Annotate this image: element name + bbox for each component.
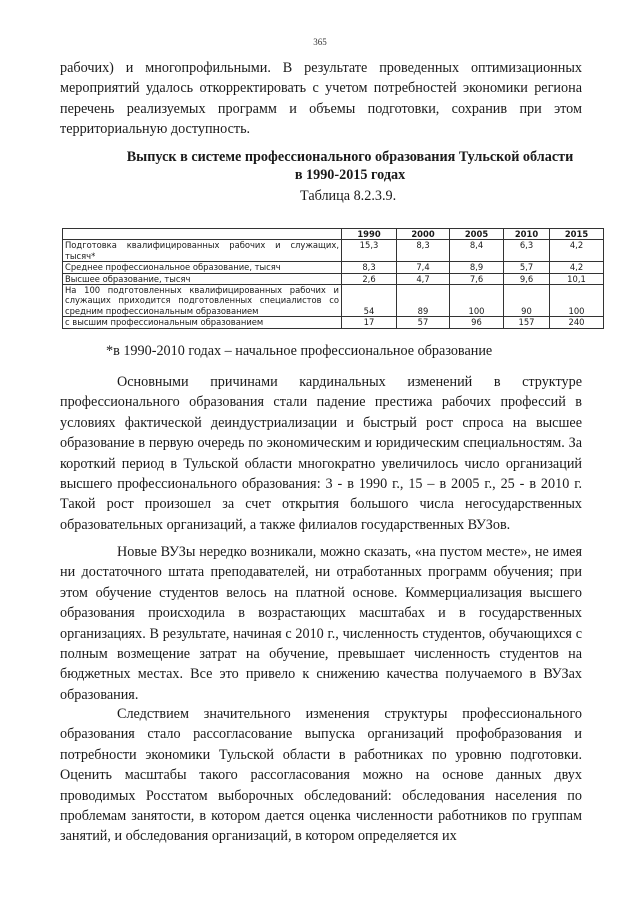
table-header-empty	[63, 229, 342, 240]
table-cell: 8,3	[397, 240, 450, 262]
table-cell: 6,3	[504, 240, 550, 262]
table-cell: 5,7	[504, 262, 550, 273]
table-cell: 8,3	[342, 262, 397, 273]
table-row	[63, 317, 604, 328]
table-cell: 7,4	[397, 262, 450, 273]
table-cell: 4,2	[550, 240, 604, 262]
table-cell: 240	[550, 317, 604, 328]
row-label: с высшим профессиональным образованием	[63, 317, 342, 328]
row-label: Высшее образование, тысяч	[63, 273, 342, 284]
table-cell: 100	[550, 285, 604, 317]
intro-paragraph: рабочих) и многопрофильными. В результате проведенных оптимизационных мероприятий удалось откорректировать с учетом потребностей экономики региона перечень реализуемых программ и объемы подготовки, сохранив при этом территориальную доступность.	[60, 60, 582, 138]
table-cell: 9,6	[504, 273, 550, 284]
row-label: Подготовка квалифицированных рабочих и служащих, тысяч*	[63, 240, 342, 262]
page-number: 365	[313, 37, 327, 47]
table-cell: 4,7	[397, 273, 450, 284]
table-cell: 54	[342, 285, 397, 317]
table-cell: 15,3	[342, 240, 397, 262]
body-paragraph: Новые ВУЗы нередко возникали, можно сказать, «на пустом месте», не имея ни достаточного штата преподавателей, ни отработанных программ обучения; при этом обучение студентов велось на платной основе. Коммерциализация высшего образования происходила в возрастающих масштабах и в государственных организациях. В результате, начиная с 2010 г., численность студентов, обучающихся с полным возмещение затрат на обучение, превышает численность студентов на бюджетных местах. Все это привело к снижению качества получаемого в ВУЗах образования.	[60, 544, 582, 703]
table-row	[63, 285, 604, 317]
table-header-row	[63, 229, 604, 240]
table-row	[63, 240, 604, 262]
table-label: Таблица 8.2.3.9.	[300, 188, 397, 204]
table-cell: 89	[397, 285, 450, 317]
table-header-year: 1990	[342, 229, 397, 240]
row-label: Среднее профессиональное образование, тысяч	[63, 262, 342, 273]
table-cell: 7,6	[450, 273, 504, 284]
table-row	[63, 273, 604, 284]
table-title-line-1: Выпуск в системе профессионального образования Тульской области	[126, 149, 574, 165]
table-cell: 90	[504, 285, 550, 317]
table-title-line-2: в 1990-2015 годах	[294, 167, 406, 183]
table-cell: 96	[450, 317, 504, 328]
table-header-year: 2005	[450, 229, 504, 240]
table-footnote: *в 1990-2010 годах – начальное профессиональное образование	[106, 343, 493, 359]
table-header-year: 2000	[397, 229, 450, 240]
table-cell: 8,4	[450, 240, 504, 262]
table-cell: 17	[342, 317, 397, 328]
row-label: На 100 подготовленных квалифицированных рабочих и служащих приходится подготовленных специалистов со средним профессиональным образованием	[63, 285, 342, 317]
body-paragraph: Следствием значительного изменения структуры профессионального образования стало рассогласование выпуска организаций профобразования и потребности экономики Тульской области в работниках по уровню подготовки. Оценить масштабы такого рассогласования можно на основе данных двух проводимых Росстатом выборочных обследований: обследования населения по проблемам занятости, в котором дается оценка численности работников по группам занятий, и обследования организаций, в котором определяется их	[60, 706, 582, 845]
table-row	[63, 262, 604, 273]
table-cell: 57	[397, 317, 450, 328]
education-output-table	[62, 228, 604, 329]
table-cell: 4,2	[550, 262, 604, 273]
table-cell: 100	[450, 285, 504, 317]
table-cell: 10,1	[550, 273, 604, 284]
table-cell: 157	[504, 317, 550, 328]
table-header-year: 2010	[504, 229, 550, 240]
table-cell: 8,9	[450, 262, 504, 273]
table-cell: 2,6	[342, 273, 397, 284]
table-header-year: 2015	[550, 229, 604, 240]
table-title	[60, 148, 640, 184]
body-paragraph: Основными причинами кардинальных изменений в структуре профессионального образования стали падение престижа рабочих профессий в условиях фактической деиндустриализации и быстрый рост спроса на высшее образование в первую очередь по экономическим и юридическим специальностям. За короткий период в Тульской области многократно увеличилось число организаций высшего профессионального образования: 3 - в 1990 г., 15 – в 2005 г., 25 - в 2010 г. Такой рост произошел за счет открытия большого числа негосударственных образовательных организаций, а также филиалов государственных ВУЗов.	[60, 374, 582, 533]
